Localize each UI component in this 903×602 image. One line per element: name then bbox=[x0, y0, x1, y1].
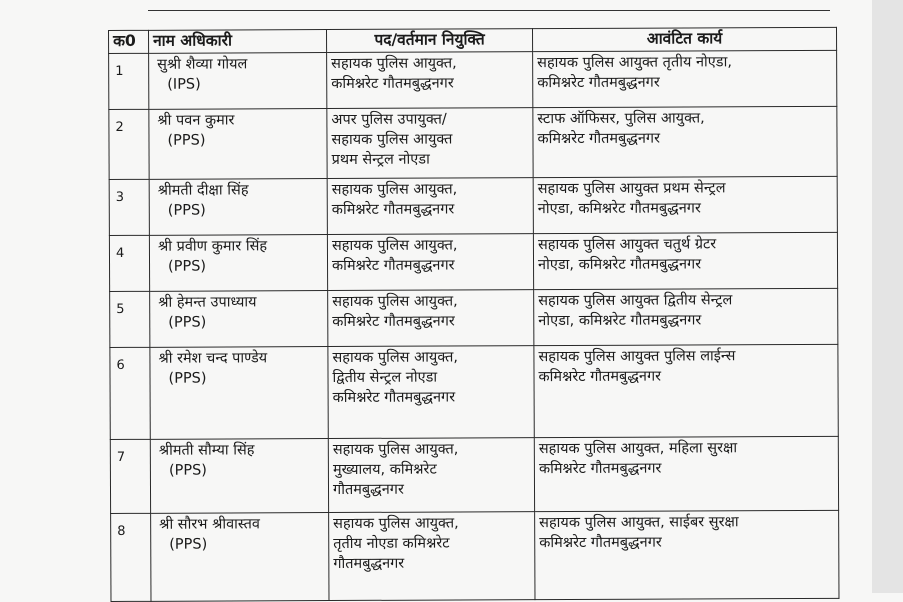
task-line: सहायक पुलिस आयुक्त द्वितीय सेन्ट्रल bbox=[538, 292, 733, 310]
officer-cadre: (PPS) bbox=[168, 370, 207, 387]
post-line: कमिश्नरेट गौतमबुद्धनगर bbox=[331, 201, 455, 219]
officer-name: श्री प्रवीण कुमार सिंह bbox=[157, 238, 268, 255]
header-task: आवंटित कार्य bbox=[532, 27, 836, 51]
officer-name-cell bbox=[150, 347, 328, 440]
officer-name-cell bbox=[149, 179, 327, 236]
post-line: कमिश्नरेट गौतमबुद्धनगर bbox=[332, 313, 455, 331]
row-number: 6 bbox=[110, 347, 150, 439]
allotted-task-cell bbox=[534, 288, 838, 345]
table-row bbox=[110, 344, 838, 439]
task-line: कमिश्नरेट गौतमबुद्धनगर bbox=[537, 74, 660, 92]
task-line: स्टाफ ऑफिसर, पुलिस आयुक्त, bbox=[537, 110, 705, 128]
post-line: सहायक पुलिस आयुक्त, bbox=[332, 293, 458, 311]
officer-cadre: (PPS) bbox=[168, 314, 207, 331]
row-number: 1 bbox=[109, 53, 149, 109]
current-post-cell bbox=[329, 512, 535, 601]
task-line: नोएडा, कमिश्नरेट गौतमबुद्धनगर bbox=[538, 312, 702, 330]
allotted-task-cell bbox=[533, 50, 837, 107]
post-line: अपर पुलिस उपायुक्त/ bbox=[331, 111, 447, 129]
officer-name: श्री रमेश चन्द पाण्डेय bbox=[158, 350, 268, 367]
allotted-task-cell bbox=[533, 106, 837, 177]
officer-name: श्री पवन कुमार bbox=[157, 112, 235, 129]
table-row bbox=[109, 176, 837, 235]
row-number: 2 bbox=[109, 109, 149, 179]
table-row bbox=[109, 106, 837, 179]
page-margin-strip bbox=[872, 0, 903, 593]
table-row bbox=[110, 288, 838, 347]
post-line: कमिश्नरेट गौतमबुद्धनगर bbox=[331, 75, 454, 93]
officer-cadre: (PPS) bbox=[167, 202, 206, 219]
officer-name: श्रीमती सौम्या सिंह bbox=[158, 442, 255, 459]
task-line: कमिश्नरेट गौतमबुद्धनगर bbox=[537, 130, 661, 148]
officer-name: श्रीमती दीक्षा सिंह bbox=[157, 182, 249, 199]
allotted-task-cell bbox=[533, 232, 837, 289]
table-row bbox=[109, 50, 837, 109]
task-line: सहायक पुलिस आयुक्त, महिला सुरक्षा bbox=[538, 440, 738, 458]
officer-cadre: (IPS) bbox=[167, 76, 201, 93]
current-post-cell bbox=[327, 234, 533, 291]
table-row bbox=[111, 510, 839, 601]
row-number: 8 bbox=[111, 513, 151, 601]
task-line: सहायक पुलिस आयुक्त प्रथम सेन्ट्रल bbox=[537, 180, 726, 198]
task-line: नोएडा, कमिश्नरेट गौतमबुद्धनगर bbox=[537, 256, 702, 274]
post-line: मुख्यालय, कमिश्नरेट bbox=[332, 461, 437, 479]
officer-name-cell bbox=[151, 513, 329, 602]
current-post-cell bbox=[327, 108, 533, 179]
officer-name-cell bbox=[149, 235, 327, 292]
officer-name: श्री हेमन्त उपाध्याय bbox=[158, 294, 257, 311]
current-post-cell bbox=[328, 346, 534, 439]
post-line: कमिश्नरेट गौतमबुद्धनगर bbox=[331, 257, 455, 275]
current-post-cell bbox=[327, 178, 533, 235]
post-line: तृतीय नोएडा कमिश्नरेट bbox=[333, 535, 450, 553]
post-line: गौतमबुद्धनगर bbox=[333, 555, 405, 573]
post-line: प्रथम सेन्ट्रल नोएडा bbox=[331, 151, 430, 169]
row-number: 7 bbox=[110, 439, 150, 513]
officer-name: श्री सौरभ श्रीवास्तव bbox=[159, 516, 260, 533]
row-number: 5 bbox=[110, 291, 150, 347]
officer-name-cell bbox=[150, 439, 328, 514]
task-line: सहायक पुलिस आयुक्त, साईबर सुरक्षा bbox=[539, 514, 739, 532]
post-line: सहायक पुलिस आयुक्त, bbox=[333, 515, 459, 533]
task-line: कमिश्नरेट गौतमबुद्धनगर bbox=[539, 534, 662, 552]
table-row bbox=[110, 436, 838, 513]
task-line: सहायक पुलिस आयुक्त तृतीय नोएडा, bbox=[537, 54, 732, 72]
allotted-task-cell bbox=[534, 344, 838, 437]
post-line: सहायक पुलिस आयुक्त, bbox=[331, 181, 458, 199]
officer-cadre: (PPS) bbox=[169, 536, 208, 553]
task-line: सहायक पुलिस आयुक्त चतुर्थ ग्रेटर bbox=[537, 236, 717, 254]
current-post-cell bbox=[327, 52, 533, 109]
officer-cadre: (PPS) bbox=[167, 132, 206, 149]
post-line: कमिश्नरेट गौतमबुद्धनगर bbox=[332, 389, 456, 407]
row-number: 3 bbox=[109, 179, 149, 235]
post-line: सहायक पुलिस आयुक्त, bbox=[331, 237, 458, 255]
post-line: सहायक पुलिस आयुक्त, bbox=[332, 441, 459, 459]
task-line: कमिश्नरेट गौतमबुद्धनगर bbox=[538, 368, 662, 386]
task-line: नोएडा, कमिश्नरेट गौतमबुद्धनगर bbox=[537, 200, 701, 218]
officer-cadre: (PPS) bbox=[168, 462, 207, 479]
header-name: नाम अधिकारी bbox=[149, 30, 327, 54]
header-post: पद/वर्तमान नियुक्ति bbox=[327, 29, 533, 53]
row-number: 4 bbox=[109, 235, 149, 291]
post-line: सहायक पुलिस आयुक्त, bbox=[332, 349, 458, 367]
header-no: क0 bbox=[109, 30, 149, 53]
officer-name-cell bbox=[149, 109, 327, 180]
current-post-cell bbox=[328, 438, 534, 513]
top-rule-line bbox=[148, 10, 830, 11]
table-header-row bbox=[109, 27, 837, 53]
officer-name: सुश्री शैव्या गोयल bbox=[157, 56, 248, 73]
allotted-task-cell bbox=[533, 176, 837, 233]
post-line: द्वितीय सेन्ट्रल नोएडा bbox=[332, 369, 438, 387]
post-line: गौतमबुद्धनगर bbox=[332, 481, 404, 499]
officer-allocation-table bbox=[108, 27, 839, 602]
allotted-task-cell bbox=[534, 436, 838, 511]
officer-name-cell bbox=[149, 53, 327, 110]
post-line: सहायक पुलिस आयुक्त bbox=[331, 131, 453, 149]
table-row bbox=[109, 232, 837, 291]
allotted-task-cell bbox=[535, 510, 839, 599]
current-post-cell bbox=[328, 290, 534, 347]
task-line: सहायक पुलिस आयुक्त पुलिस लाईन्स bbox=[538, 348, 736, 366]
officer-cadre: (PPS) bbox=[167, 258, 207, 275]
task-line: कमिश्नरेट गौतमबुद्धनगर bbox=[538, 460, 662, 478]
post-line: सहायक पुलिस आयुक्त, bbox=[331, 55, 457, 73]
officer-name-cell bbox=[150, 291, 328, 348]
